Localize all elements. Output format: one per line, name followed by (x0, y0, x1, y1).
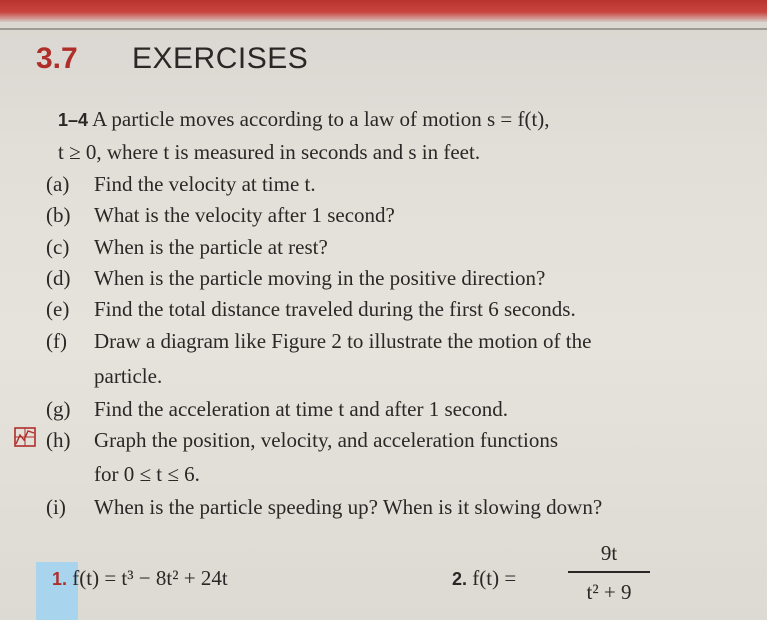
item-f (46, 329, 591, 353)
item-label: (h) (46, 428, 71, 452)
item-label: (c) (46, 235, 70, 259)
section-number: 3.7 (36, 42, 78, 75)
item-h (46, 428, 558, 452)
item-f-continuation (94, 364, 162, 388)
item-label: (g) (46, 397, 71, 421)
section-title: EXERCISES (132, 42, 309, 75)
page-top-edge (0, 0, 767, 22)
item-d (46, 266, 545, 290)
intro-text-1: A particle moves according to a law of motion s = f(t), (92, 107, 550, 131)
section-rule (0, 28, 767, 30)
item-text: What is the velocity after 1 second? (94, 203, 395, 227)
exercise-range: 1–4 (58, 110, 89, 130)
item-label: (b) (46, 203, 71, 227)
intro-text-2: t ≥ 0, where t is measured in seconds and s in feet. (58, 140, 481, 164)
exercise-number: 1. (52, 569, 68, 589)
exercise-number: 2. (452, 569, 468, 589)
fraction-bar (568, 571, 650, 573)
intro-line-1 (58, 107, 550, 132)
exercise-formula: f(t) = t³ − 8t² + 24t (72, 566, 228, 590)
item-text: Find the velocity at time t. (94, 172, 316, 196)
fraction-numerator: 9t (600, 541, 618, 565)
exercise-1[interactable] (52, 566, 228, 591)
item-label: (d) (46, 266, 71, 290)
exercise-2[interactable] (452, 566, 516, 591)
item-text: When is the particle speeding up? When is it slowing down? (94, 495, 603, 519)
item-text: Find the acceleration at time t and after 1 second. (94, 397, 509, 421)
item-label: (f) (46, 329, 67, 353)
graph-icon (14, 427, 36, 447)
item-label: (i) (46, 495, 66, 519)
item-text: When is the particle moving in the positive direction? (94, 266, 546, 290)
item-e (46, 297, 576, 321)
exercise-formula: f(t) = (472, 566, 517, 590)
item-text-cont: particle. (94, 364, 163, 388)
item-text-cont: for 0 ≤ t ≤ 6. (94, 462, 200, 486)
item-label: (e) (46, 297, 70, 321)
item-i (46, 495, 602, 519)
item-text: Draw a diagram like Figure 2 to illustrate the motion of the (94, 329, 592, 353)
item-a (46, 172, 316, 196)
item-text: Graph the position, velocity, and acceleration functions (94, 428, 558, 452)
intro-line-2 (58, 140, 480, 164)
fraction-denominator: t² + 9 (586, 580, 632, 604)
item-g (46, 397, 508, 421)
item-text: Find the total distance traveled during the first 6 seconds. (94, 297, 576, 321)
item-label: (a) (46, 172, 70, 196)
item-h-continuation (94, 462, 200, 486)
item-text: When is the particle at rest? (94, 235, 328, 259)
item-b (46, 203, 395, 227)
item-c (46, 235, 328, 259)
